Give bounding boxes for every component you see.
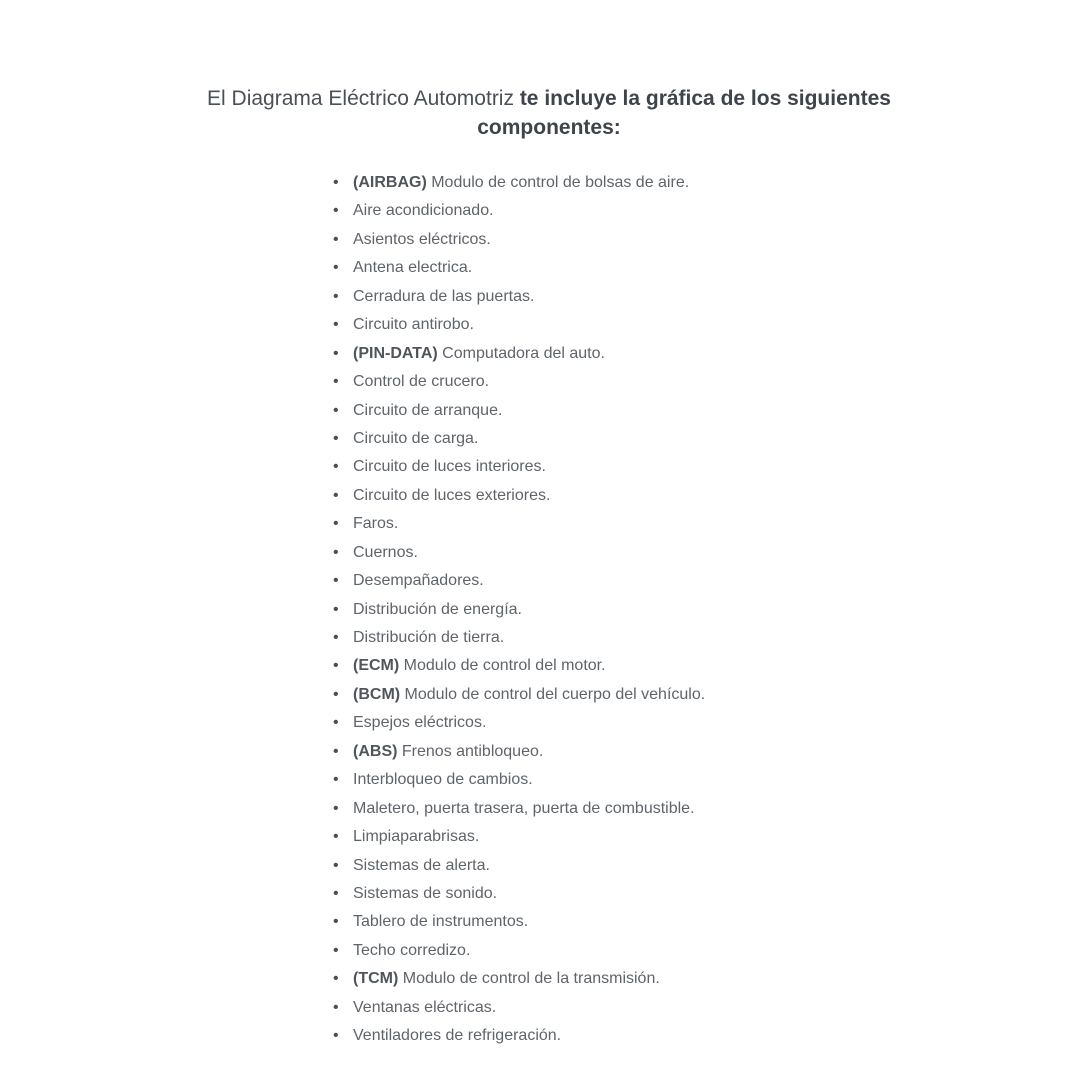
component-text: Circuito antirobo. (353, 316, 474, 334)
list-item (330, 823, 705, 851)
component-code: (PIN-DATA) (353, 344, 438, 362)
list-item (330, 340, 705, 368)
list-item (330, 226, 705, 254)
component-text: Cuernos. (353, 543, 418, 561)
component-text: Ventanas eléctricas. (353, 998, 497, 1016)
bullet-icon: • (333, 174, 339, 191)
component-text: Tablero de instrumentos. (353, 913, 529, 931)
bullet-icon: • (333, 685, 339, 703)
bullet-icon: • (333, 287, 339, 305)
list-item (330, 681, 705, 709)
bullet-icon: • (333, 543, 339, 561)
bullet-icon: • (333, 742, 339, 760)
list-item (330, 482, 705, 510)
component-text: Circuito de luces exteriores. (353, 486, 551, 504)
list-item (330, 368, 705, 396)
component-text: Asientos eléctricos. (353, 230, 491, 248)
component-text: Techo corredizo. (353, 941, 471, 959)
component-text: Sistemas de alerta. (353, 856, 490, 874)
bullet-icon: • (333, 486, 339, 504)
bullet-icon: • (333, 970, 339, 988)
component-text: Modulo de control de bolsas de aire. (431, 174, 690, 191)
list-item (330, 766, 705, 794)
bullet-icon: • (333, 230, 339, 248)
bullet-icon: • (333, 515, 339, 533)
component-text: Limpiaparabrisas. (353, 828, 480, 846)
component-code: (AIRBAG) (353, 174, 427, 191)
bullet-icon: • (333, 600, 339, 618)
list-item (330, 425, 705, 453)
list-item (330, 510, 705, 538)
component-text: Faros. (353, 515, 399, 533)
page-heading (200, 84, 898, 142)
list-item (330, 738, 705, 766)
bullet-icon: • (333, 202, 339, 220)
list-item (330, 169, 705, 197)
component-text: Sistemas de sonido. (353, 884, 498, 902)
component-text: Maletero, puerta trasera, puerta de combustible. (353, 799, 695, 817)
components-list (330, 169, 705, 1051)
bullet-icon: • (333, 998, 339, 1016)
bullet-icon: • (333, 856, 339, 874)
component-text: Modulo de control del cuerpo del vehículo. (404, 685, 706, 703)
heading-bold-text: te incluye la gráfica de los siguientes componentes: (477, 87, 891, 139)
list-item (330, 852, 705, 880)
bullet-icon: • (333, 259, 339, 277)
bullet-icon: • (333, 941, 339, 959)
component-text: Cerradura de las puertas. (353, 287, 535, 305)
list-item (330, 254, 705, 282)
list-item (330, 397, 705, 425)
component-code: (TCM) (353, 970, 399, 988)
component-text: Modulo de control de la transmisión. (402, 970, 660, 988)
list-item (330, 709, 705, 737)
list-item (330, 539, 705, 567)
component-text: Desempañadores. (353, 572, 484, 590)
bullet-icon: • (333, 316, 339, 334)
list-item (330, 567, 705, 595)
bullet-icon: • (333, 771, 339, 789)
bullet-icon: • (333, 572, 339, 590)
component-code: (ECM) (353, 657, 400, 675)
list-item (330, 596, 705, 624)
heading-plain-text: El Diagrama Eléctrico Automotriz (207, 87, 520, 110)
component-text: Antena electrica. (353, 259, 473, 277)
component-text: Circuito de carga. (353, 429, 479, 447)
list-item (330, 624, 705, 652)
bullet-icon: • (333, 458, 339, 476)
component-text: Ventiladores de refrigeración. (353, 1027, 562, 1045)
component-text: Distribución de energía. (353, 600, 522, 618)
bullet-icon: • (333, 799, 339, 817)
component-text: Aire acondicionado. (353, 202, 494, 220)
bullet-icon: • (333, 1027, 339, 1045)
list-item (330, 880, 705, 908)
bullet-icon: • (333, 401, 339, 419)
component-text: Computadora del auto. (442, 344, 605, 362)
list-item (330, 908, 705, 936)
component-text: Modulo de control del motor. (403, 657, 606, 675)
bullet-icon: • (333, 884, 339, 902)
bullet-icon: • (333, 714, 339, 732)
bullet-icon: • (333, 344, 339, 362)
component-text: Frenos antibloqueo. (401, 742, 544, 760)
bullet-icon: • (333, 828, 339, 846)
component-text: Interbloqueo de cambios. (353, 771, 533, 789)
list-item (330, 965, 705, 993)
list-item (330, 994, 705, 1022)
component-code: (BCM) (353, 685, 401, 703)
list-item (330, 1022, 705, 1050)
component-text: Distribución de tierra. (353, 629, 505, 646)
component-text: Circuito de arranque. (353, 401, 503, 419)
component-text: Control de crucero. (353, 373, 490, 391)
list-item (330, 453, 705, 481)
bullet-icon: • (333, 657, 339, 675)
list-item (330, 311, 705, 339)
bullet-icon: • (333, 629, 339, 646)
list-item (330, 283, 705, 311)
bullet-icon: • (333, 429, 339, 447)
bullet-icon: • (333, 373, 339, 391)
component-text: Circuito de luces interiores. (353, 458, 546, 476)
bullet-icon: • (333, 913, 339, 931)
list-item (330, 795, 705, 823)
list-item (330, 652, 705, 680)
component-text: Espejos eléctricos. (353, 714, 487, 732)
component-code: (ABS) (353, 742, 398, 760)
list-item (330, 937, 705, 965)
list-item (330, 197, 705, 225)
